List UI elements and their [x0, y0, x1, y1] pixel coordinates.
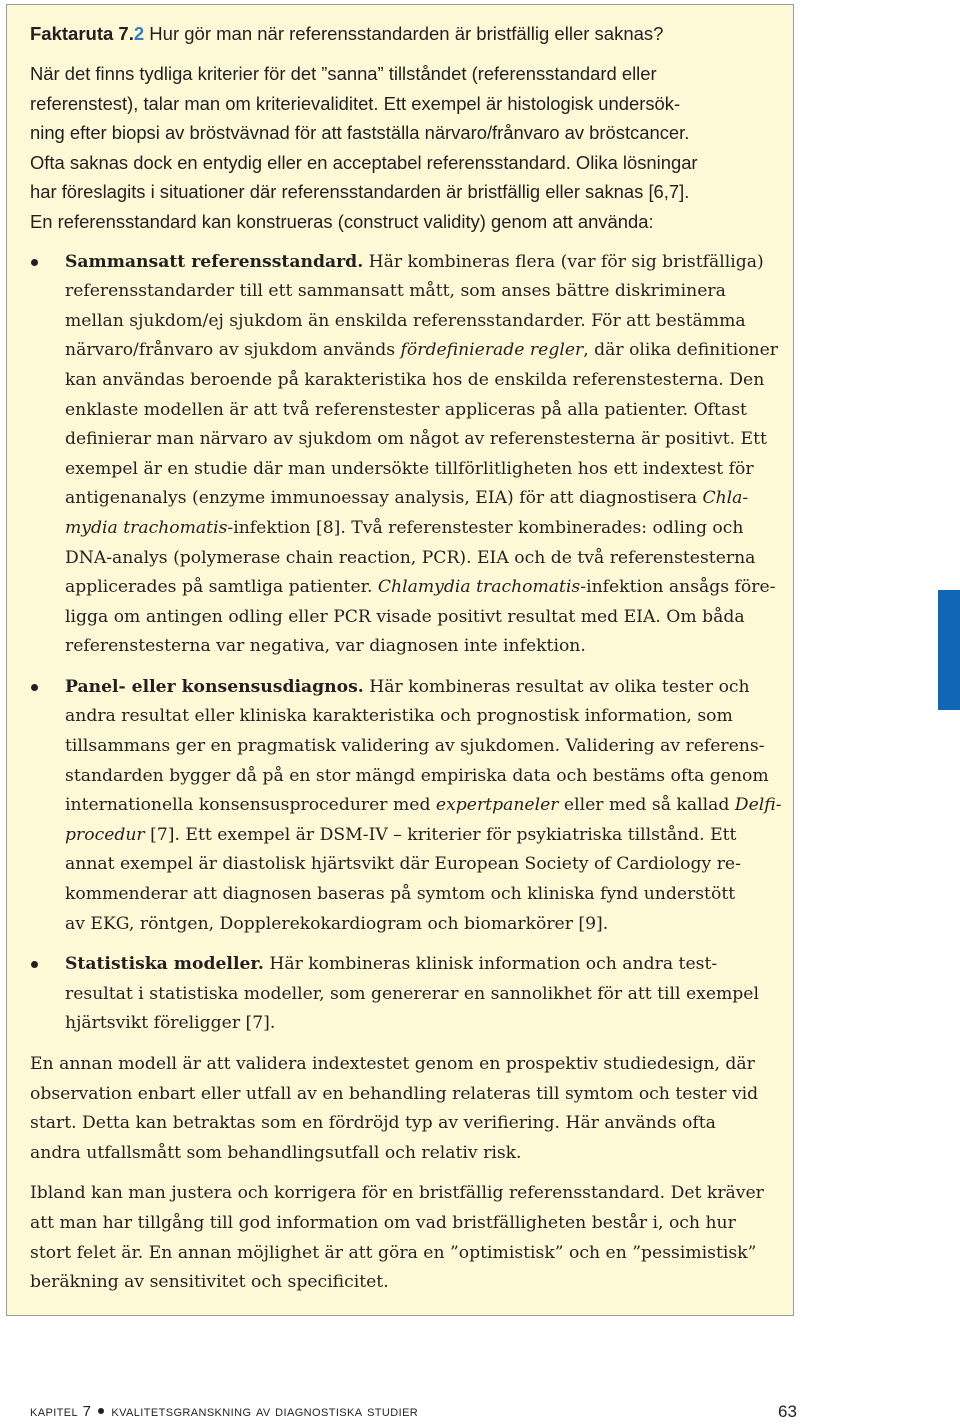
bullet-text: exempel är en studie där man undersökte tillförlitligheten hos ett indextest för [65, 458, 754, 479]
bullet-text: Här kombineras klinisk information och andra test- [263, 954, 718, 975]
bullet-text: -infektion [8]. Två referenstester kombinerades: odling och [227, 517, 744, 538]
bullet-heading: Statistiska modeller. [65, 954, 264, 975]
bullet-text: referensstandarder till ett sammansatt mått, som anses bättre diskriminera [65, 281, 726, 302]
bullet-text: , där olika definitioner [583, 340, 778, 361]
bullet-text: ligga om antingen odling eller PCR visade positivt resultat med EIA. Om båda [65, 606, 745, 627]
running-footer [30, 1403, 800, 1420]
bullet-text: resultat i statistiska modeller, som genererar en sannolikhet för att till exempel [65, 983, 759, 1004]
paragraph-line: Ibland kan man justera och korrigera för en bristfällig referensstandard. Det kräver [30, 1183, 764, 1204]
intro-line: En referensstandard kan konstrueras (construct validity) genom att använda: [30, 210, 654, 232]
bullet-text: antigenanalys (enzyme immunoessay analysis, EIA) för att diagnostisera [65, 488, 703, 509]
intro-line: ning efter biopsi av bröstvävnad för att fastställa närvaro/frånvaro av bröstcancer. [30, 122, 690, 144]
paragraph-line: En annan modell är att validera indextestet genom en prospektiv studiedesign, där [30, 1054, 755, 1074]
bullet-italic: procedur [65, 824, 145, 845]
bullet-italic: Chla- [702, 488, 749, 509]
bullet-dot-icon [31, 961, 38, 968]
bullet-italic: fördefinierade regler [400, 340, 584, 361]
intro-line: Ofta saknas dock en entydig eller en acceptabel referensstandard. Olika lösningar [30, 151, 698, 173]
title-label: Faktaruta 7. [30, 23, 134, 44]
bullet-dot-icon [31, 259, 38, 266]
bullet-italic: Chlamydia trachomatis [377, 577, 581, 598]
title-text: Hur gör man när referensstandarden är bristfällig eller saknas? [144, 23, 664, 44]
bullet-text: annat exempel är diastolisk hjärtsvikt där European Society of Cardiology re- [65, 854, 741, 875]
title-number: 2 [133, 23, 145, 44]
intro-line: har föreslagits i situationer där referensstandarden är bristfällig eller saknas [6,7]. [30, 181, 690, 203]
intro-paragraph [30, 59, 771, 237]
footer-bullet-icon [98, 1408, 104, 1414]
bullet-heading: Panel- eller konsensusdiagnos. [65, 676, 364, 697]
bullet-text: tillsammans ger en pragmatisk validering av sjukdomen. Validering av referens- [65, 736, 765, 757]
fact-box-title [30, 19, 771, 49]
bullet-text: mellan sjukdom/ej sjukdom än enskilda referensstandarder. För att bestämma [65, 310, 746, 331]
bullet-heading: Sammansatt referensstandard. [65, 251, 364, 272]
footer-chapter: kapitel 7 [30, 1403, 92, 1420]
bullet-text: standarden bygger då på en stor mängd empiriska data och bestäms ofta genom [65, 765, 769, 786]
intro-line: referenstest), talar man om kriterievaliditet. Ett exempel är histologisk undersök- [30, 92, 681, 114]
bullet-text: kan användas beroende på karakteristika hos de enskilda referenstesterna. Den [65, 369, 765, 390]
bullet-text: definierar man närvaro av sjukdom om något av referenstesterna är positivt. Ett [65, 429, 767, 450]
chapter-tab-marker [938, 590, 960, 710]
bullet-text: -infektion ansågs före- [580, 577, 776, 598]
bullet-text: närvaro/frånvaro av sjukdom används [65, 340, 401, 361]
bullet-dot-icon [31, 684, 38, 691]
bullet-text: av EKG, röntgen, Dopplerekokardiogram och biomarkörer [9]. [65, 913, 609, 934]
bullet-text: referenstesterna var negativa, var diagnosen inte infektion. [65, 636, 586, 657]
paragraph-line: att man har tillgång till god information om vad bristfälligheten består i, och hur [30, 1212, 736, 1233]
bullet-text: enklaste modellen är att två referenstester appliceras på alla patienter. Oftast [65, 399, 747, 420]
bullet-text: hjärtsvikt föreligger [7]. [65, 1013, 276, 1034]
bullet-panel-consensus [30, 673, 782, 939]
intro-line: När det finns tydliga kriterier för det ”sanna” tillståndet (referensstandard eller [30, 63, 657, 84]
bullet-text: [7]. Ett exempel är DSM-IV – kriterier för psykiatriska tillstånd. Ett [144, 824, 737, 845]
bullet-text: DNA-analys (polymerase chain reaction, PCR). EIA och de två referenstesterna [65, 547, 756, 568]
bullet-italic: Delfi- [734, 795, 782, 816]
bullet-text: Här kombineras flera (var för sig bristfälliga) [363, 251, 764, 272]
bullet-italic: mydia trachomatis [65, 517, 228, 538]
page-number: 63 [778, 1402, 797, 1421]
bullet-text: eller med så kallad [558, 795, 735, 816]
bullet-text: Här kombineras resultat av olika tester och [363, 676, 750, 697]
bullet-text: internationella konsensusprocedurer med [65, 795, 436, 816]
bullet-composite-reference [30, 248, 778, 662]
paragraph-line: beräkning av sensitivitet och specificitet. [30, 1272, 389, 1293]
bullet-text: andra resultat eller kliniska karakteristika och prognostisk information, som [65, 706, 733, 727]
paragraph-line: start. Detta kan betraktas som en fördröjd typ av verifiering. Här används ofta [30, 1113, 716, 1134]
paragraph-line: stort felet är. En annan möjlighet är att göra en ”optimistisk” och en ”pessimistisk” [30, 1242, 757, 1263]
footer-title: kvalitetsgranskning av diagnostiska studier [111, 1403, 419, 1420]
paragraph-line: andra utfallsmått som behandlingsutfall och relativ risk. [30, 1142, 522, 1163]
bullet-text: kommenderar att diagnosen baseras på symtom och kliniska fynd understött [65, 884, 736, 905]
bullet-text: applicerades på samtliga patienter. [65, 577, 378, 598]
bullet-italic: expertpaneler [435, 795, 559, 816]
fact-box [6, 4, 794, 1316]
paragraph-line: observation enbart eller utfall av en behandling relateras till symtom och tester vid [30, 1083, 759, 1104]
paragraph-prospective [30, 1050, 771, 1168]
paragraph-correction [30, 1179, 771, 1297]
bullet-statistical-models [30, 950, 771, 1039]
